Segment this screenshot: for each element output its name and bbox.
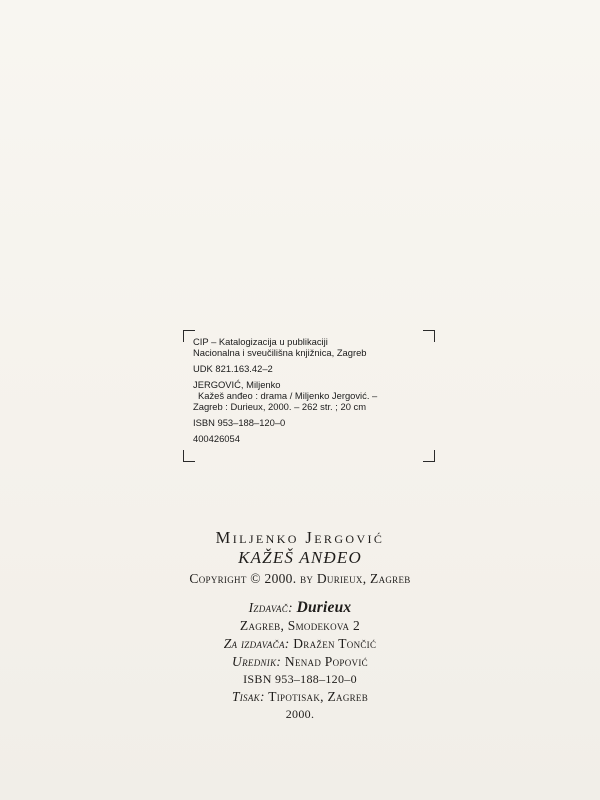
publication-year: 2000. [285, 707, 315, 721]
printer-name: Tipotisak, Zagreb [268, 689, 369, 704]
isbn-line: ISBN 953–188–120–0 [243, 672, 357, 686]
cip-title-statement: Kažeš anđeo : drama / Miljenko Jergović. – [198, 390, 378, 401]
printer-label: Tisak: [231, 689, 265, 704]
copyright-line: Copyright © 2000. by Durieux, Zagreb [189, 571, 411, 586]
for-publisher-label: Za izdavača: [223, 636, 290, 651]
author-name: Miljenko Jergović [215, 528, 385, 547]
for-publisher-name: Dražen Tončić [293, 636, 377, 651]
book-title: KAŽEŠ ANĐEO [238, 548, 362, 567]
crop-mark-bottom-left [183, 450, 195, 462]
for-publisher-row [120, 635, 480, 653]
cip-isbn: ISBN 953–188–120–0 [193, 417, 286, 428]
cip-library: Nacionalna i sveučilišna knjižnica, Zagreb [193, 347, 367, 358]
cip-author: JERGOVIĆ, Miljenko [193, 379, 281, 390]
cip-record [183, 330, 435, 462]
book-credits [120, 520, 480, 723]
cip-heading: CIP – Katalogizacija u publikaciji [193, 336, 328, 347]
cip-id-number: 400426054 [193, 433, 240, 444]
cip-imprint: Zagreb : Durieux, 2000. – 262 str. ; 20 cm [193, 401, 367, 412]
editor-label: Urednik: [232, 654, 282, 669]
cip-text [193, 336, 428, 444]
crop-mark-bottom-right [423, 450, 435, 462]
editor-row [120, 653, 480, 671]
publisher-logo: Durieux [296, 599, 352, 616]
editor-name: Nenad Popović [284, 654, 368, 669]
cip-udk: UDK 821.163.42–2 [193, 363, 273, 374]
printer-row [120, 688, 480, 706]
publisher-row [120, 599, 480, 617]
publisher-address: Zagreb, Smodekova 2 [239, 618, 361, 633]
publisher-label: Izdavač: [248, 600, 293, 615]
